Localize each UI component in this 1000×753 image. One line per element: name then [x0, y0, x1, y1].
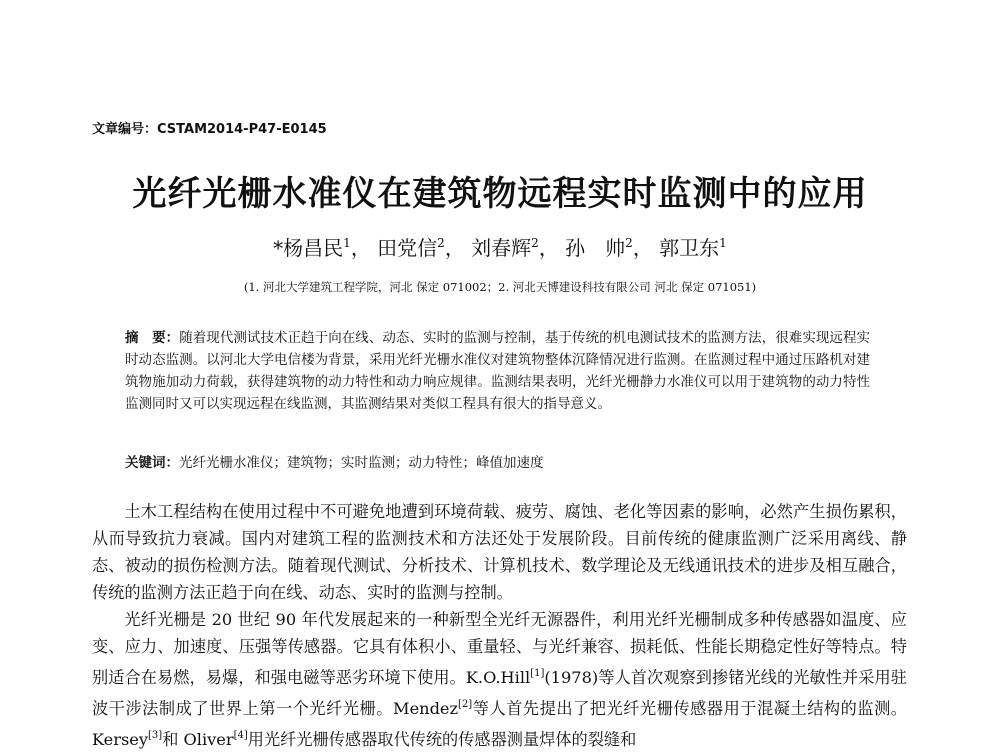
author-name: 孙 帅	[565, 236, 626, 260]
author-separator: ，	[538, 236, 559, 260]
author-affiliation-mark: 2	[437, 236, 445, 250]
keywords	[125, 453, 870, 473]
paragraph-text: (1978)等人首次观察到掺锗光线的光敏性并采用驻波干涉法制成了世界上第一个光纤光栅。Mendez	[92, 668, 907, 718]
author-name: 郭卫东	[659, 236, 720, 260]
author-name: 田党信	[377, 236, 438, 260]
paragraph-text: 光纤光栅是 20 世纪 90 年代发展起来的一种新型全光纤无源器件，利用光纤光栅制成多种传感器如温度、应变、应力、加速度、压强等传感器。它具有体积小、重量轻、与光纤兼容、损耗低、性能长期稳定性好等特点。特别适合在易燃，易爆，和强电磁等恶劣环境下使用。K.O.Hill	[92, 610, 907, 687]
paragraph-text: 等人首先提出了把光纤光栅传感器用于混凝土结构的监测。Kersey	[92, 699, 907, 749]
citation: [4]	[233, 730, 248, 741]
author-affiliation-mark: 1	[343, 236, 351, 250]
abstract-label: 摘 要：	[125, 330, 180, 346]
author-name: *杨昌民	[273, 236, 344, 260]
author-name: 刘春辉	[471, 236, 532, 260]
paragraph: 土木工程结构在使用过程中不可避免地遭到环境荷载、疲劳、腐蚀、老化等因素的影响，必然产生损伤累积，从而导致抗力衰减。国内对建筑工程的监测技术和方法还处于发展阶段。目前传统的健康监测广泛采用离线、静态、被动的损伤检测方法。随着现代测试、分析技术、计算机技术、数学理论及无线通讯技术的进步及相互融合，传统的监测方法正趋于向在线、动态、实时的监测与控制。	[92, 502, 907, 602]
affiliations: (1. 河北大学建筑工程学院，河北 保定 071002；2. 河北天博建设科技有限公司 河北 保定 071051)	[243, 280, 757, 294]
citation: [2]	[458, 699, 473, 710]
paragraph-text: 用光纤光栅传感器取代传统的传感器测量焊体的裂缝和	[247, 730, 637, 749]
author-separator: ，	[632, 236, 653, 260]
author-affiliation-mark: 1	[719, 236, 727, 250]
paper-title: 光纤光栅水准仪在建筑物远程实时监测中的应用	[132, 174, 868, 214]
author-affiliation-mark: 2	[625, 236, 633, 250]
paragraph-text: 和 Oliver	[162, 730, 234, 749]
citation: [3]	[148, 730, 163, 741]
author-line	[0, 232, 1000, 261]
article-number: 文章编号：CSTAM2014-P47-E0145	[92, 122, 327, 137]
keywords-label: 关键词：	[125, 455, 179, 471]
author-separator: ，	[350, 236, 371, 260]
abstract-text: 随着现代测试技术正趋于向在线、动态、实时的监测与控制，基于传统的机电测试技术的监测方法，很难实现远程实时动态监测。以河北大学电信楼为背景，采用光纤光栅水准仪对建筑物整体沉降情况进行监测。在监测过程中通过压路机对建筑物施加动力荷载，获得建筑物的动力特性和动力响应规律。监测结果表明，光纤光栅静力水准仪可以用于建筑物的动力特性监测同时又可以实现远程在线监测，其监测结果对类似工程具有很大的指导意义。	[125, 330, 871, 412]
author-affiliation-mark: 2	[531, 236, 539, 250]
paragraph	[92, 606, 907, 753]
citation: [1]	[530, 668, 545, 679]
author-separator: ，	[444, 236, 465, 260]
abstract	[125, 327, 870, 415]
body-text	[92, 498, 907, 753]
keywords-text: 光纤光栅水准仪；建筑物；实时监测；动力特性；峰值加速度	[179, 455, 544, 471]
